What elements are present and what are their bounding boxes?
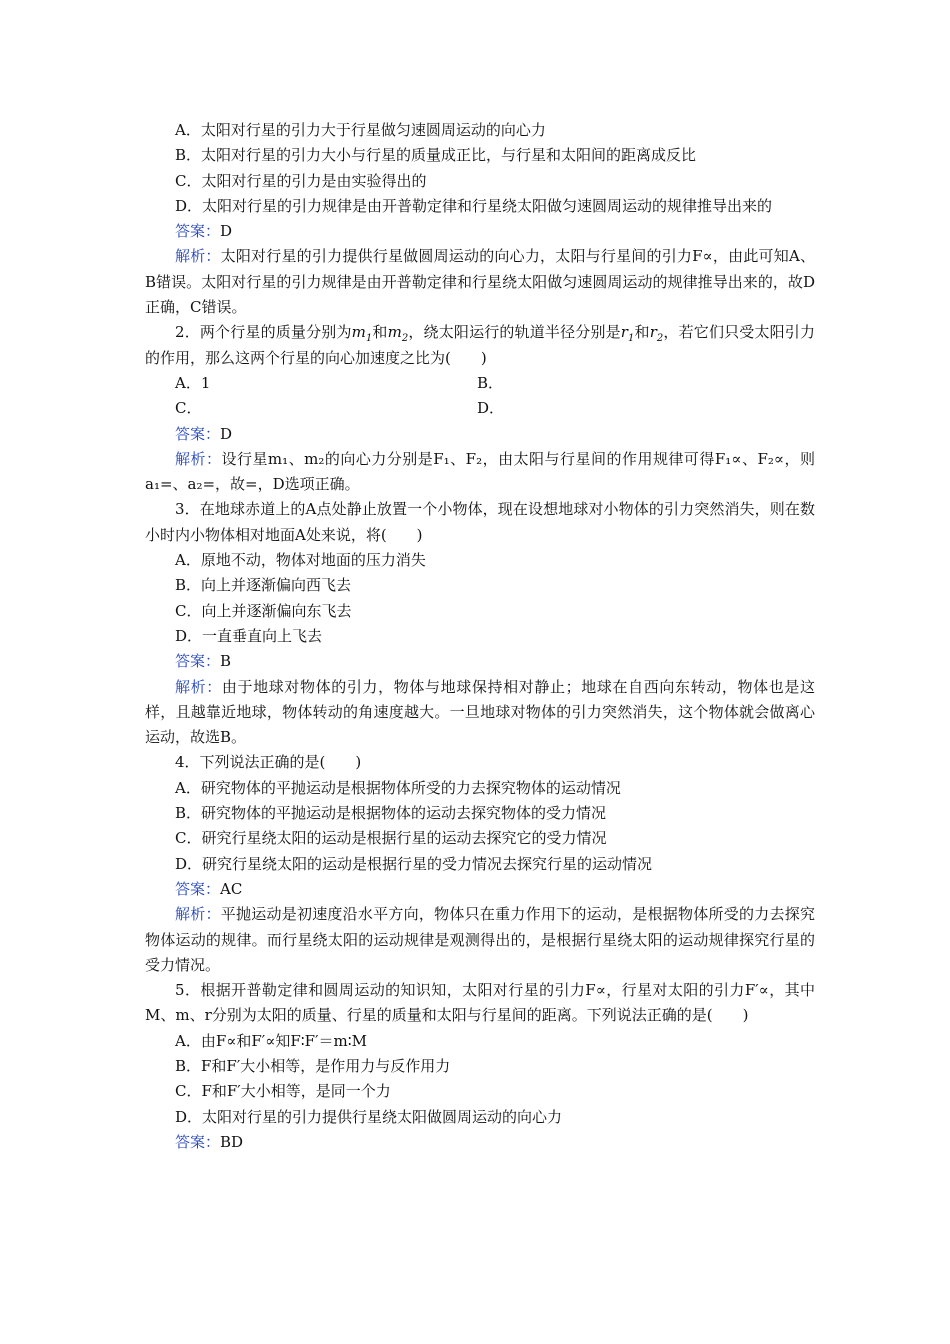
q2-stem-part: 2．两个行星的质量分别为 (175, 323, 352, 342)
q2-stem-part: 和 (634, 323, 650, 342)
answer-value: D (220, 424, 233, 443)
answer-value: D (220, 222, 233, 241)
q4-analysis (145, 902, 815, 978)
analysis-label: 解析： (175, 247, 221, 266)
q4-answer (145, 877, 815, 902)
analysis-label: 解析： (175, 677, 222, 696)
q5-option-a: A．由F∝和F′∝知F∶F′＝m∶M (175, 1031, 367, 1050)
q4-option-d: D．研究行星绕太阳的运动是根据行星的受力情况去探究行星的运动情况 (175, 854, 653, 873)
var-m2 (387, 323, 409, 345)
answer-value: B (220, 652, 232, 671)
q2-option-b: B． (477, 373, 504, 392)
q5-option-d: D．太阳对行星的引力提供行星绕太阳做圆周运动的向心力 (175, 1107, 563, 1126)
var-r2 (649, 323, 664, 345)
q3-analysis (145, 675, 815, 751)
analysis-label: 解析： (175, 905, 221, 924)
q3-option-c: C．向上并逐渐偏向东飞去 (175, 601, 352, 620)
q1-answer (145, 219, 815, 244)
q3-stem: 3．在地球赤道上的A点处静止放置一个小物体，现在设想地球对小物体的引力突然消失，则在数小时内小物体相对地面A处来说，将( ) (145, 500, 815, 544)
q1-analysis (145, 244, 815, 320)
answer-label: 答案： (175, 424, 221, 443)
q2-options-row-1 (145, 371, 815, 396)
q2-answer (145, 422, 815, 447)
q2-stem-part: 和 (372, 323, 388, 342)
answer-value: AC (220, 879, 243, 898)
q3-option-a: A．原地不动，物体对地面的压力消失 (175, 551, 426, 570)
var-letter: r (620, 323, 628, 342)
var-letter: m (351, 323, 366, 342)
q4-stem: 4．下列说法正确的是( ) (175, 753, 362, 772)
q2-option-a: A．1 (175, 373, 211, 392)
q2-option-c: C． (175, 399, 202, 418)
q1-option-b: B．太阳对行星的引力大小与行星的质量成正比，与行星和太阳间的距离成反比 (175, 146, 697, 165)
analysis-label: 解析： (175, 449, 222, 468)
q5-answer (145, 1130, 815, 1155)
answer-label: 答案： (175, 652, 221, 671)
document-page (145, 118, 815, 1155)
q3-option-d: D．一直垂直向上飞去 (175, 626, 323, 645)
var-subscript: 2 (401, 333, 409, 345)
answer-value: BD (220, 1132, 244, 1151)
var-letter: m (387, 323, 402, 342)
q5-option-c: C．F和F′大小相等，是同一个力 (175, 1082, 391, 1101)
answer-label: 答案： (175, 1132, 221, 1151)
answer-label: 答案： (175, 879, 221, 898)
q3-option-b: B．向上并逐渐偏向西飞去 (175, 576, 352, 595)
analysis-text: 由于地球对物体的引力，物体与地球保持相对静止；地球在自西向东转动，物体也是这样，且越靠近地球，物体转动的角速度越大。一旦地球对物体的引力突然消失，这个物体就会做离心运动，故选B。 (145, 677, 815, 747)
var-subscript: 1 (627, 333, 635, 345)
var-subscript: 2 (656, 333, 664, 345)
analysis-text: 太阳对行星的引力提供行星做圆周运动的向心力，太阳与行星间的引力F∝，由此可知A、B错误。太阳对行星的引力规律是由开普勒定律和行星绕太阳做匀速圆周运动的规律推导出来的，故D正确，C错误。 (145, 247, 815, 317)
q2-stem-part: ，若它们只受太阳引力的作用，那么这两个行星的向心加速度之比为( ) (145, 323, 815, 367)
q4-option-a: A．研究物体的平抛运动是根据物体所受的力去探究物体的运动情况 (175, 778, 621, 797)
analysis-text: 平抛运动是初速度沿水平方向，物体只在重力作用下的运动，是根据物体所受的力去探究物体运动的规律。而行星绕太阳的运动规律是观测得出的，是根据行星绕太阳的运动规律探究行星的受力情况。 (145, 905, 815, 974)
var-subscript: 1 (365, 333, 373, 345)
q2-options-row-2 (145, 396, 815, 421)
q2-stem (145, 320, 815, 371)
q1-option-c: C．太阳对行星的引力是由实验得出的 (175, 171, 427, 190)
var-letter: r (649, 323, 657, 342)
q2-analysis (145, 447, 815, 498)
q4-option-b: B．研究物体的平抛运动是根据物体的运动去探究物体的受力情况 (175, 804, 607, 823)
var-m1 (351, 323, 373, 345)
q5-stem: 5．根据开普勒定律和圆周运动的知识知，太阳对行星的引力F∝，行星对太阳的引力F′∝，其中M、m、r分别为太阳的质量、行星的质量和太阳与行星间的距离。下列说法正确的是( ) (145, 981, 815, 1025)
q1-option-d: D．太阳对行星的引力规律是由开普勒定律和行星绕太阳做匀速圆周运动的规律推导出来的 (175, 196, 773, 215)
q2-stem-part: ，绕太阳运行的轨道半径分别是 (408, 323, 621, 342)
q4-option-c: C．研究行星绕太阳的运动是根据行星的运动去探究它的受力情况 (175, 829, 607, 848)
analysis-text: 设行星m₁、m₂的向心力分别是F₁、F₂，由太阳与行星间的作用规律可得F₁∝、F₂∝，则a₁=、a₂=，故=，D选项正确。 (145, 449, 815, 494)
answer-label: 答案： (175, 222, 221, 241)
var-r1 (620, 323, 635, 345)
q1-option-a: A．太阳对行星的引力大于行星做匀速圆周运动的向心力 (175, 121, 546, 139)
q2-option-d: D． (477, 399, 505, 418)
q3-answer (145, 649, 815, 674)
q5-option-b: B．F和F′大小相等，是作用力与反作用力 (175, 1056, 451, 1075)
